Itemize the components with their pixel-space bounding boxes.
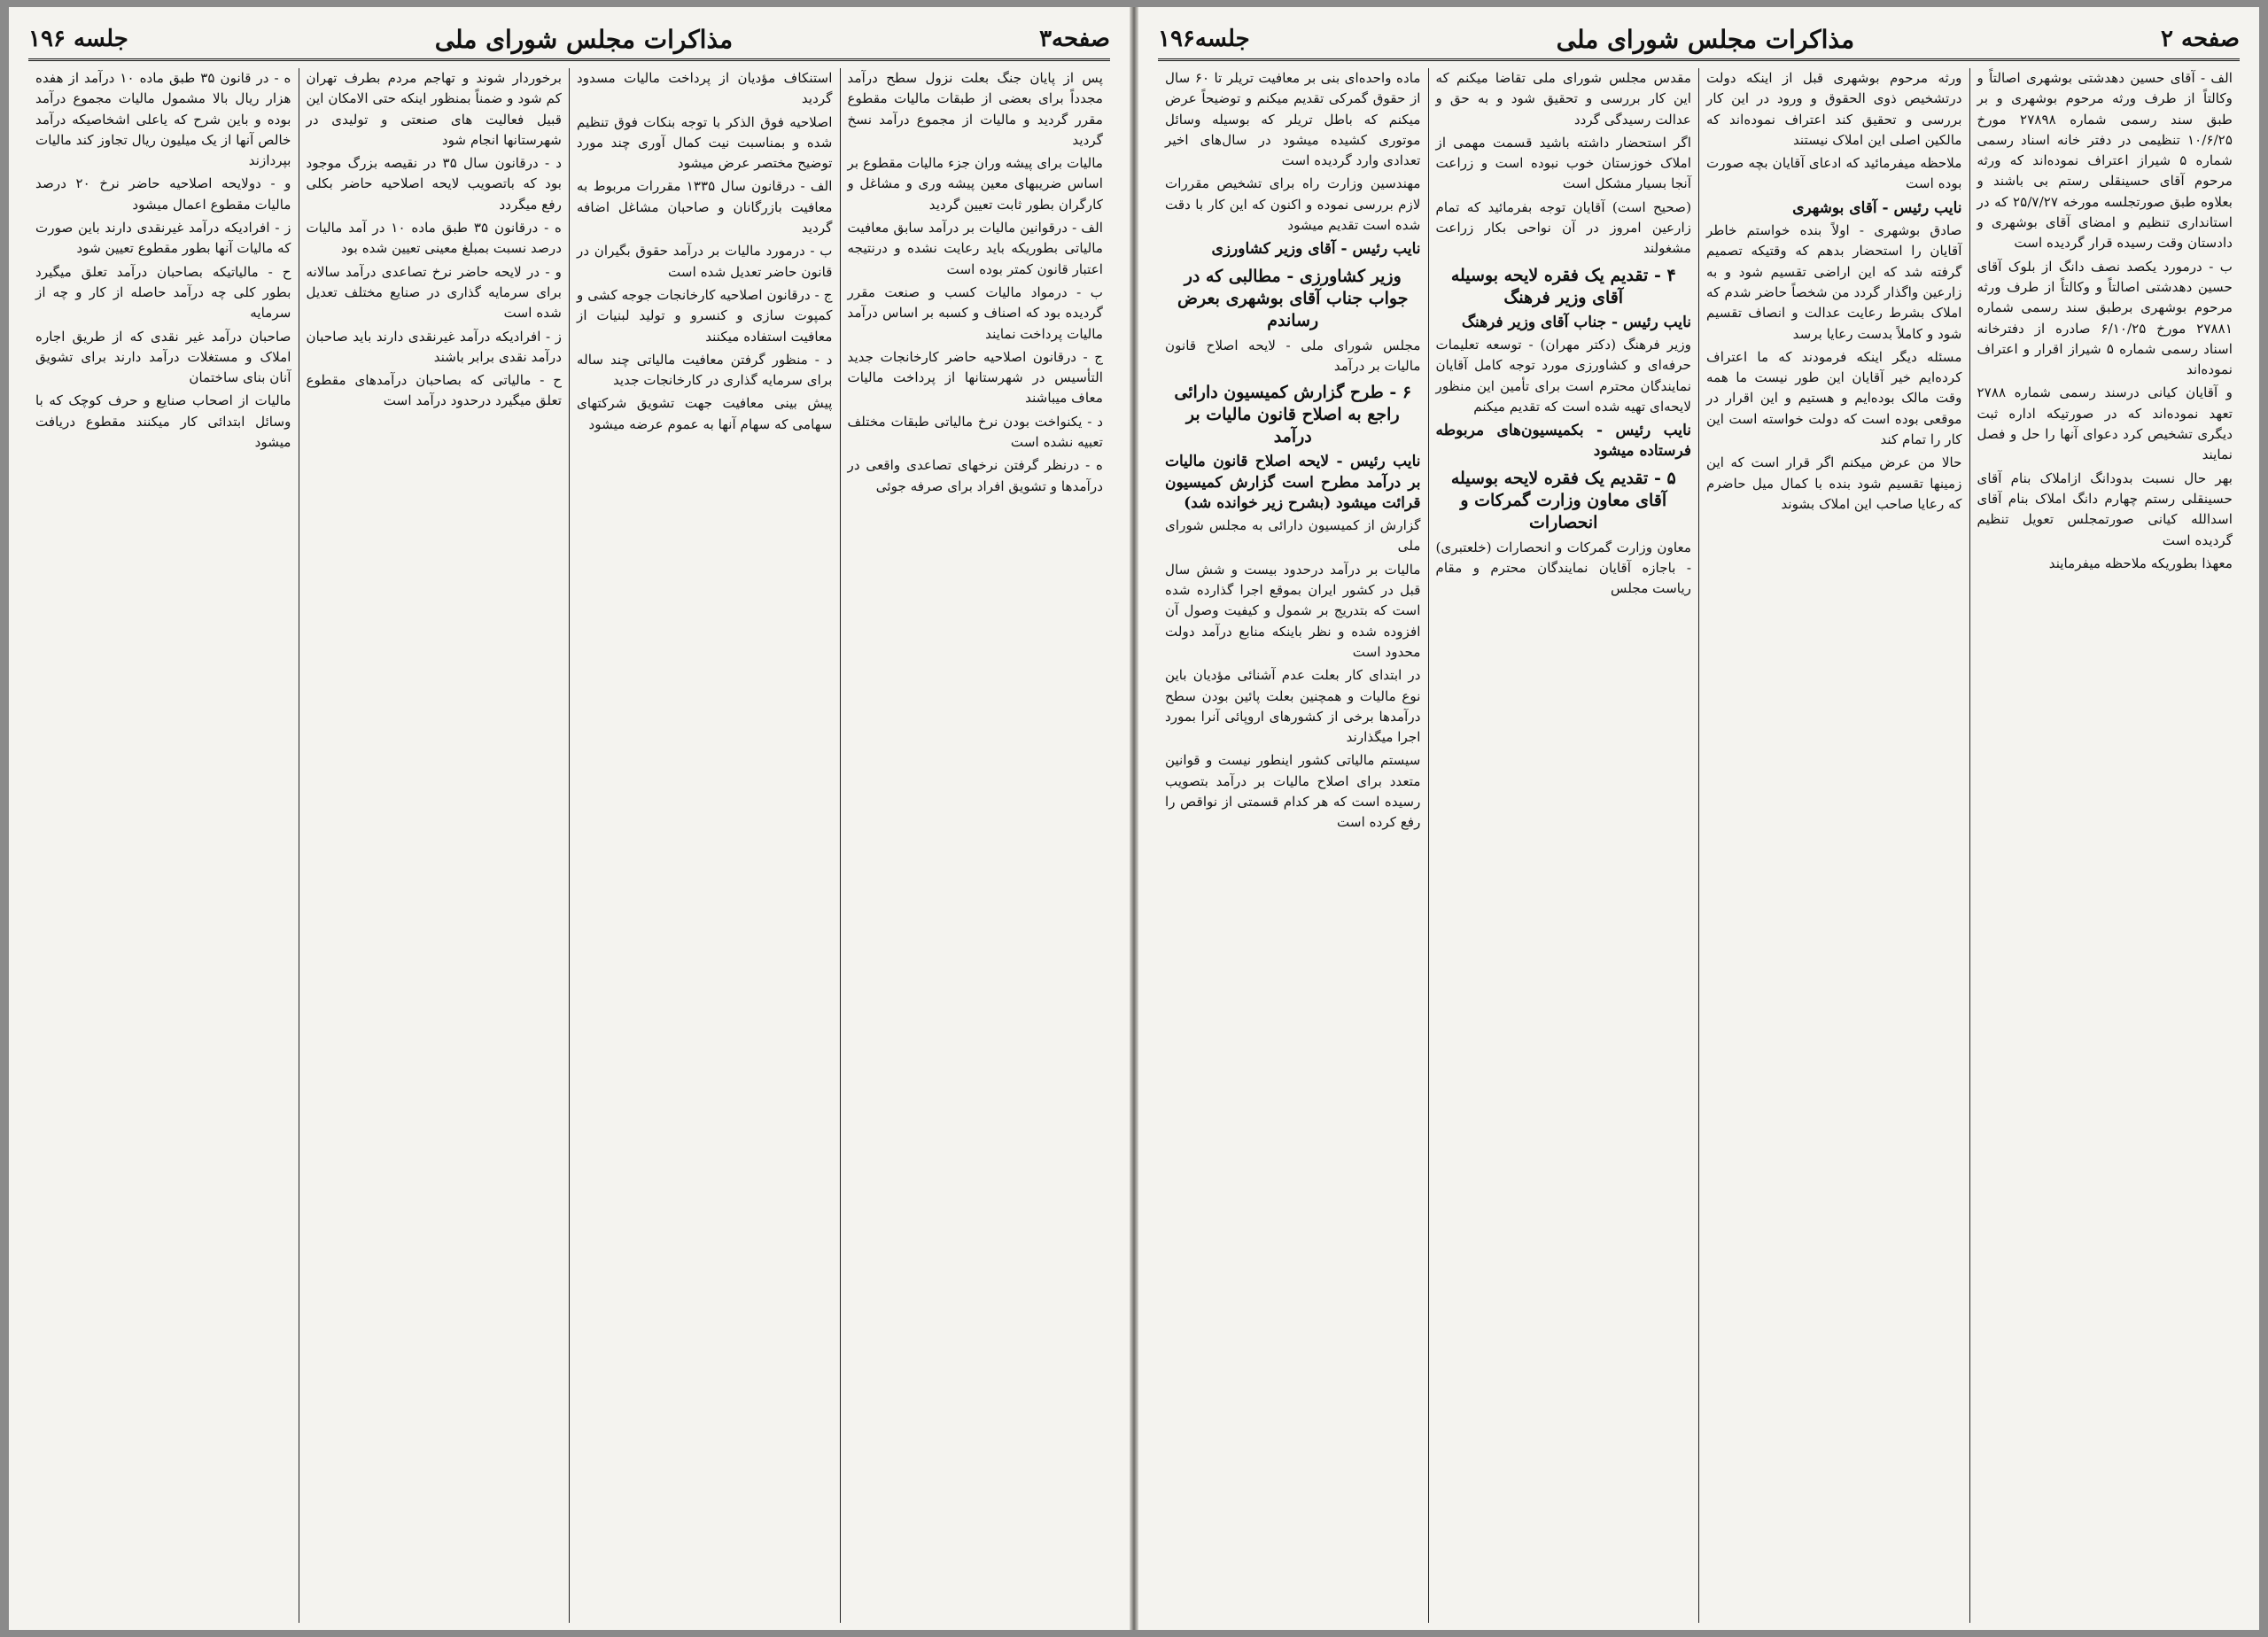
- paragraph: برخوردار شوند و تهاجم مردم بطرف تهران کم شود و ضمناً بمنظور اینکه حتی الامکان این قبیل فعالیت های صنعتی و تولیدی در شهرستانها انجام شود: [306, 70, 562, 148]
- paragraph: وزیر فرهنگ (دکتر مهران) - توسعه تعلیمات حرفه‌ای و کشاورزی مورد توجه کامل آقایان نمایندگان محترم است برای تأمین این منظور لایحه‌ای تهیه شده است که تقدیم میکنم: [1435, 336, 1691, 415]
- paragraph: مالیات برای پیشه وران جزء مالیات مقطوع بر اساس ضریبهای معین پیشه وری و مشاغل و کارگران بطور ثابت تعیین گردید: [847, 155, 1103, 213]
- section-heading: ۴ - تقدیم یک فقره لایحه بوسیله آقای وزیر فرهنگ: [1450, 265, 1676, 307]
- section-heading: ۵ - تقدیم یک فقره لایحه بوسیله آقای معاون وزارت گمرکات و انحصارات: [1450, 468, 1676, 532]
- paragraph: (صحیح است) آقایان توجه بفرمائید که تمام زارعین امروز در آن نواحی بکار زراعت مشغولند: [1435, 198, 1691, 257]
- column: [299, 68, 570, 1623]
- paragraph: معاون وزارت گمرکات و انحصارات (خلعتبری) - باجازه آقایان نمایندگان محترم و مقام ریاست مجلس: [1435, 539, 1691, 597]
- paragraph: استنکاف مؤدیان از پرداخت مالیات مسدود گردید: [577, 70, 833, 107]
- paragraph: مهندسین وزارت راه برای تشخیص مقررات لازم بررسی نموده و اکنون که این کار با دقت شده است تقدیم میشود: [1165, 175, 1421, 234]
- speaker-line: نایب رئیس - لایحه اصلاح قانون مالیات بر درآمد مطرح است گزارش کمیسیون قرائت میشود (بشرح زیر خوانده شد): [1165, 453, 1421, 512]
- column: [840, 68, 1111, 1623]
- paragraph: حالا من عرض میکنم اگر قرار است که این زمینها تقسیم شود بنده با کمال میل حاضرم که رعایا صاحب این املاک بشوند: [1706, 454, 1962, 512]
- paragraph: ز - افرادیکه درآمد غیرنقدی دارند باید صاحبان درآمد نقدی برابر باشند: [306, 328, 562, 365]
- paragraph: ب - درمواد مالیات کسب و صنعت مقرر گردیده بود که اصناف و کسبه بر اساس درآمد مالیات پرداخت نمایند: [847, 283, 1103, 342]
- paragraph: پس از پایان جنگ بعلت نزول سطح درآمد مجدداً برای بعضی از طبقات مالیات مقطوع مقرر گردید و مالیات از مجموع درآمد نسخ گردید: [847, 70, 1103, 148]
- paragraph: ه - درنظر گرفتن نرخهای تصاعدی واقعی در درآمدها و تشویق افراد برای صرفه جوئی: [847, 457, 1103, 494]
- right-page-columns: [1158, 68, 2240, 1623]
- paragraph: و - در لایحه حاضر نرخ تصاعدی درآمد سالانه برای سرمایه گذاری در صنایع مختلف تعدیل شده است: [306, 263, 562, 322]
- paragraph: در ابتدای کار بعلت عدم آشنائی مؤدیان باین نوع مالیات و همچنین بعلت پائین بودن سطح درآمدها برخی از کشورهای اروپائی آنرا بمورد اجرا میگذارند: [1165, 667, 1421, 746]
- column: [28, 68, 299, 1623]
- paragraph: د - منظور گرفتن معافیت مالیاتی چند ساله برای سرمایه گذاری در کارخانجات جدید: [577, 351, 833, 389]
- paragraph: مالیات بر درآمد درحدود بیست و شش سال قبل در کشور ایران بموقع اجرا گذارده شده است که بتدریج بر شمول و کیفیت وصول آن افزوده شده و نظر باینکه منابع درآمد دولت محدود است: [1165, 561, 1421, 660]
- paragraph: ح - مالیاتی که بصاحبان درآمدهای مقطوع تعلق میگیرد درحدود درآمد است: [306, 372, 562, 409]
- column: [569, 68, 840, 1623]
- paragraph: ورثه مرحوم بوشهری قبل از اینکه دولت درتشخیص ذوی الحقوق و ورود در این کار بررسی و تحقیق کند اعتراف نموده‌اند که مالکین اصلی این املاک نیستند: [1706, 70, 1962, 148]
- paragraph: صاحبان درآمد غیر نقدی که از طریق اجاره املاک و مستغلات درآمد دارند برای تشویق آنان بنای ساختمان: [35, 328, 291, 386]
- paragraph: مجلس شورای ملی - لایحه اصلاح قانون مالیات بر درآمد: [1165, 337, 1421, 374]
- column: [1969, 68, 2241, 1623]
- paragraph: مقدس مجلس شورای ملی تقاضا میکنم که این کار بررسی و تحقیق شود و به حق و عدالت رسیدگی گردد: [1435, 70, 1691, 128]
- paragraph: الف - درقوانین مالیات بر درآمد سابق معافیت مالیاتی بطوریکه باید رعایت نشده و درنتیجه اعتبار قانون کمتر بوده است: [847, 220, 1103, 277]
- publication-title: مذاکرات مجلس شورای ملی: [434, 24, 734, 54]
- column: [1428, 68, 1699, 1623]
- left-page-columns: [28, 68, 1110, 1623]
- paragraph: اگر استحضار داشته باشید قسمت مهمی از املاک خوزستان خوب نبوده است و زراعت آنجا بسیار مشکل است: [1435, 134, 1691, 192]
- paragraph: و آقایان کیانی درسند رسمی شماره ۲۷۸۸ تعهد نموده‌اند که در صورتیکه اداره ثبت دیگری تشخیص کرد دعوای آنها را حل و فصل نمایند: [1977, 384, 2233, 463]
- paragraph: ملاحظه میفرمائید که ادعای آقایان بچه صورت بوده است: [1706, 155, 1962, 192]
- section-heading: وزیر کشاورزی - مطالبی که در جواب جناب آقای بوشهری بعرض رساندم: [1177, 266, 1409, 330]
- paragraph: ب - درمورد مالیات بر درآمد حقوق بگیران در قانون حاضر تعدیل شده است: [577, 243, 833, 280]
- paragraph: بهر حال نسبت بدودانگ ازاملاک بنام آقای حسینقلی رستم چهارم دانگ املاک بنام آقای اسدالله کیانی صورتمجلس تعویل تنظیم گردیده است: [1977, 469, 2233, 548]
- left-page-header: [28, 19, 1110, 61]
- right-page: [1138, 7, 2259, 1630]
- paragraph: د - درقانون سال ۳۵ در نقیصه بزرگ موجود بود که باتصویب لایحه اصلاحیه حاضر بکلی رفع میگردد: [306, 155, 562, 213]
- paragraph: ز - افرادیکه درآمد غیرنقدی دارند باین صورت که مالیات آنها بطور مقطوع تعیین شود: [35, 220, 291, 257]
- speaker-line: نایب رئیس - بکمیسیون‌های مربوطه فرستاده میشود: [1435, 422, 1691, 461]
- session-number: جلسه۱۹۶: [1158, 26, 1250, 52]
- column: [1158, 68, 1428, 1623]
- paragraph: معهذا بطوریکه ملاحظه میفرمایند: [2048, 555, 2233, 571]
- paragraph: الف - درقانون سال ۱۳۳۵ مقررات مربوط به معافیت بازرگانان و صاحبان مشاغل اضافه گردید: [577, 178, 833, 237]
- speaker-line: نایب رئیس - جناب آقای وزیر فرهنگ: [1461, 313, 1691, 331]
- right-page-header: [1158, 19, 2240, 61]
- paragraph: ه - در قانون ۳۵ طبق ماده ۱۰ درآمد از هفده هزار ریال بالا مشمول مالیات مجموع درآمد بوده و باین شرح که یاعلی اشخاصیکه درآمد خالص آنها از یک میلیون ریال تجاوز کند مالیات بپردازند: [35, 70, 291, 169]
- paragraph: مسئله دیگر اینکه فرمودند که ما اعتراف کرده‌ایم خیر آقایان این طور نیست ما همه وقت مالک بوده‌ایم و هستیم و این اقرار در موقعی بوده است که دولت خواسته است این کار را تمام کند: [1706, 348, 1962, 448]
- paragraph: ب - درمورد یکصد نصف دانگ از بلوک آقای حسین دهدشتی اصالتاً و وکالتاً از طرف ورثه مرحوم بوشهری برطبق سند رسمی شماره ۲۷۸۸۱ مورخ ۶/۱۰/۲۵ صادره از دفترخانه اسناد رسمی شماره ۵ شیراز اقرار و اعتراف نموده‌اند: [1977, 258, 2233, 378]
- paragraph: صادق بوشهری - اولاً بنده خواستم خاطر آقایان را استحضار بدهم که وقتیکه تصمیم گرفته شد که این اراضی تقسیم شود و به زارعین واگذار گردد من شخصاً حاضر شدم که املاک بشرط رعایت عدالت و انصاف تقسیم شود و کاملاً بدست رعایا برسد: [1706, 222, 1962, 342]
- speaker-line: نایب رئیس - آقای وزیر کشاورزی: [1211, 240, 1421, 259]
- left-page: [9, 7, 1130, 1630]
- paragraph: د - یکنواخت بودن نرخ مالیاتی طبقات مختلف تعبیه نشده است: [847, 413, 1103, 451]
- paragraph: و - دولایحه اصلاحیه حاضر نرخ ۲۰ درصد مالیات مقطوع اعمال میشود: [35, 175, 291, 213]
- paragraph: اصلاحیه فوق الذکر با توجه بنکات فوق تنظیم شده و بمناسبت نیت کمال آوری چند مورد توضیح مختصر عرض میشود: [577, 113, 833, 172]
- section-heading: ۶ - طرح گزارش کمیسیون دارائی راجع به اصلاح قانون مالیات بر درآمد: [1174, 383, 1412, 447]
- paragraph: مالیات از اصحاب صنایع و حرف کوچک که با وسائل ابتدائی کار میکنند مقطوع دریافت میشود: [35, 392, 291, 451]
- paragraph: گزارش از کمیسیون دارائی به مجلس شورای ملی: [1165, 517, 1421, 555]
- publication-title: مذاکرات مجلس شورای ملی: [1556, 24, 1855, 54]
- speaker-line: نایب رئیس - آقای بوشهری: [1792, 198, 1962, 217]
- paragraph: ح - مالیاتیکه بصاحبان درآمد تعلق میگیرد بطور کلی چه درآمد حاصله از کار و چه از سرمایه: [35, 263, 291, 322]
- paragraph: ج - درقانون اصلاحیه حاضر کارخانجات جدید التأسیس در شهرستانها از پرداخت مالیات معاف میباشند: [847, 348, 1103, 407]
- paragraph: الف - آقای حسین دهدشتی بوشهری اصالتاً و وکالتاً از طرف ورثه مرحوم بوشهری و بر طبق سند رسمی شماره ۲۷۸۹۸ مورخ ۱۰/۶/۲۵ تنظیمی در دفتر خانه اسناد رسمی شماره ۵ شیراز اعتراف نموده‌اند که ورثه مرحوم آقای حسینقلی رستم بی باشند و بعلاوه طبق صورتجلسه مورخه ۲۵/۷/۲۷ که در استانداری تنظیم و امضای آقای بوشهری و دادستان وقت رسیده قرار گردیده است: [1977, 70, 2233, 252]
- page-gutter: [1130, 7, 1138, 1630]
- page-number: صفحه ۲: [2161, 26, 2240, 52]
- column: [1698, 68, 1969, 1623]
- paragraph: پیش بینی معافیت جهت تشویق شرکتهای سهامی که سهام آنها به عموم عرضه میشود: [577, 395, 833, 432]
- paragraph: ماده واحده‌ای بنی بر معافیت تریلر تا ۶۰ سال از حقوق گمرکی تقدیم میکنم و توضیحاً عرض میکنم که باطل تریلر که بوسیله وسائل موتوری کشیده میشود در سال‌های اخیر تعدادی وارد گردیده است: [1165, 70, 1421, 169]
- newspaper-spread: [9, 7, 2259, 1630]
- paragraph: ه - درقانون ۳۵ طبق ماده ۱۰ در آمد مالیات درصد نسبت بمبلغ معینی تعیین شده بود: [306, 220, 562, 257]
- paragraph: ج - درقانون اصلاحیه کارخانجات جوجه کشی و کمپوت سازی و کنسرو و تولید لبنیات از معافیت استفاده میکنند: [577, 286, 833, 345]
- session-number: جلسه ۱۹۶: [28, 26, 128, 52]
- paragraph: سیستم مالیاتی کشور اینطور نیست و قوانین متعدد برای اصلاح مالیات بر درآمد بتصویب رسیده است که هر کدام قسمتی از نواقص را رفع کرده است: [1165, 752, 1421, 831]
- page-number: صفحه۳: [1039, 26, 1110, 52]
